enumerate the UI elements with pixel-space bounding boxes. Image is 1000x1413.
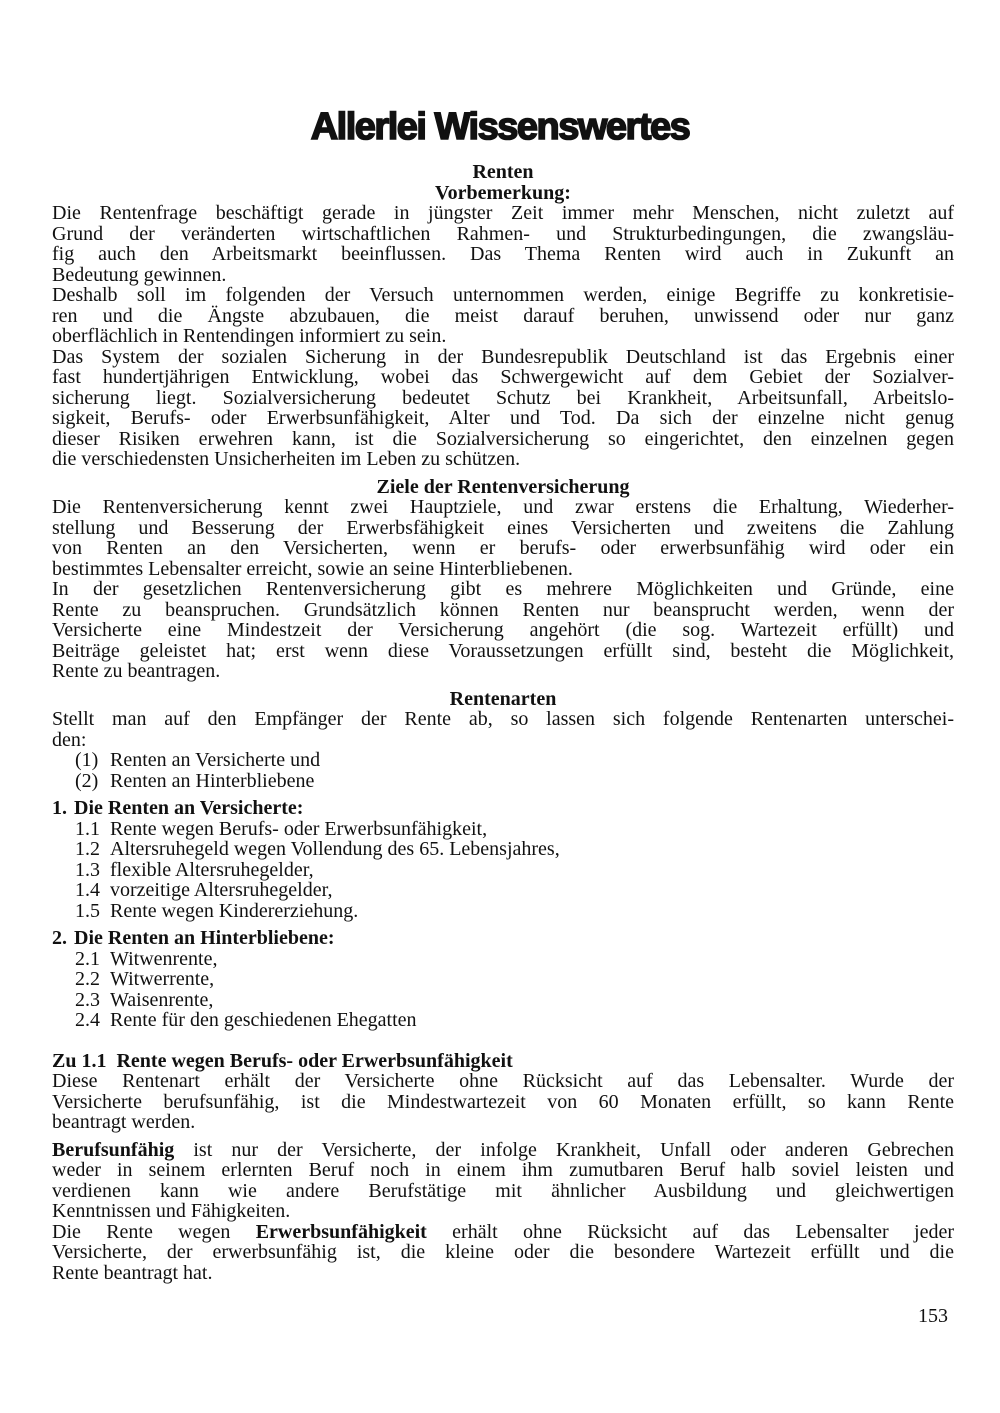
- list-item: [52, 990, 954, 1011]
- list-item: [52, 949, 954, 970]
- list-item: [52, 880, 954, 901]
- text-line: sicherung liegt. Sozialversicherung bedeutet Schutz bei Krankheit, Arbeitsunfall, Arbeitslo-: [52, 386, 954, 409]
- subsection-title: Die Renten an Hinterbliebene:: [74, 927, 335, 949]
- text-segment: ist nur der Versicherte, der infolge Krankheit, Unfall oder anderen Gebrechen: [174, 1138, 954, 1161]
- text-line: fig auch den Arbeitsmarkt beeinflussen. Das Thema Renten wird auch in Zukunft an: [52, 243, 954, 265]
- document-body: [52, 162, 954, 1283]
- text-line: beantragt werden.: [52, 1111, 196, 1133]
- text-line: Deshalb soll im folgenden der Versuch unternommen werden, einige Begriffe zu konkretisie-: [52, 284, 954, 306]
- paragraph: [52, 203, 954, 285]
- text-line: stellung und Besserung der Erwerbsfähigkeit eines Versicherten und zweitens die Zahlung: [52, 516, 954, 539]
- list-text: Rente für den geschiedenen Ehegatten: [110, 1009, 417, 1031]
- list-number: (1): [75, 749, 99, 771]
- paragraph: [52, 1140, 954, 1222]
- list-number: 2.1: [75, 947, 100, 970]
- subsection-heading: [52, 798, 954, 819]
- text-line: Rente zu beanspruchen. Grundsätzlich können Renten nur beansprucht werden, wenn der: [52, 598, 954, 621]
- text-line: weder in seinem erlernten Beruf noch in einem ihm zumutbaren Beruf halb soviel leisten und: [52, 1159, 954, 1181]
- text-line: verdienen kann wie andere Berufstätige mit ähnlicher Ausbildung und gleichwertigen: [52, 1179, 954, 1202]
- subsection-number: 2.: [52, 927, 67, 949]
- list-item: [52, 839, 954, 860]
- paragraph: [52, 709, 954, 750]
- paragraph: [52, 497, 954, 579]
- text-line: Beiträge geleistet hat; erst wenn diese Voraussetzungen erfüllt sind, besteht die Möglichkeit,: [52, 639, 954, 662]
- text-line: Diese Rentenart erhält der Versicherte ohne Rücksicht auf das Lebensalter. Wurde der: [52, 1070, 954, 1092]
- text-line: oberflächlich in Rentendingen informiert zu sein.: [52, 325, 447, 347]
- list-item: [52, 1010, 954, 1031]
- text-line: fast hundertjährigen Entwicklung, wobei das Schwergewicht auf dem Gebiet der Sozialver-: [52, 366, 954, 388]
- list-text: Waisenrente,: [110, 988, 214, 1011]
- text-line: dieser Risiken erwehren kann, ist die Sozialversicherung so eingerichtet, den einzelnen gegen: [52, 427, 954, 450]
- list-text: Witwerrente,: [110, 968, 215, 990]
- list-text: Renten an Versicherte und: [110, 749, 321, 771]
- text-line: In der gesetzlichen Rentenversicherung gibt es mehrere Möglichkeiten und Gründe, eine: [52, 578, 954, 600]
- list: [52, 949, 954, 1031]
- text-line: [52, 1140, 954, 1161]
- bold-term: Berufsunfähig: [52, 1138, 175, 1161]
- text-line: ren und die Ängste abzubauen, die meist darauf beruhen, unwissend oder nur ganz: [52, 304, 954, 327]
- list-text: Rente wegen Berufs- oder Erwerbsunfähigkeit,: [110, 817, 488, 840]
- list-number: 1.4: [75, 879, 100, 901]
- list-item: [52, 771, 954, 792]
- text-line: Versicherte, der erwerbsunfähig ist, die kleine oder die besondere Wartezeit erfüllt und die: [52, 1241, 954, 1263]
- paragraph: [52, 285, 954, 347]
- list-item: [52, 750, 954, 771]
- subsection-title: Zu 1.1 Rente wegen Berufs- oder Erwerbsunfähigkeit: [52, 1049, 513, 1072]
- list-number: 2.3: [75, 988, 100, 1011]
- text-line: Die Rentenversicherung kennt zwei Hauptziele, und zwar erstens die Erhaltung, Wiederher-: [52, 496, 954, 518]
- text-line: Kenntnissen und Fähigkeiten.: [52, 1200, 291, 1222]
- list-text: Altersruhegeld wegen Vollendung des 65. Lebensjahres,: [110, 838, 560, 860]
- list-number: 2.4: [75, 1009, 100, 1031]
- subsection-number: 1.: [52, 797, 67, 819]
- list-item: [52, 860, 954, 881]
- list-number: 1.3: [75, 858, 100, 881]
- section-heading: Ziele der Rentenversicherung: [376, 475, 630, 498]
- text-line: bestimmtes Lebensalter erreicht, sowie an seine Hinterbliebenen.: [52, 557, 573, 580]
- page-title: Allerlei Wissenswertes: [310, 106, 690, 148]
- list-text: Witwenrente,: [110, 947, 218, 970]
- text-line: sigkeit, Berufs- oder Erwerbsunfähigkeit, Alter und Tod. Da sich der einzelne nicht genug: [52, 407, 954, 429]
- text-segment: erhält ohne Rücksicht auf das Lebensalter jeder: [426, 1220, 954, 1243]
- subsection-heading: [52, 1051, 954, 1072]
- text-segment: Die Rente wegen: [52, 1220, 256, 1243]
- list-text: flexible Altersruhegelder,: [110, 858, 314, 881]
- list-number: 1.2: [75, 838, 100, 860]
- text-line: Das System der sozialen Sicherung in der Bundesrepublik Deutschland ist das Ergebnis einer: [52, 345, 954, 368]
- text-line: den:: [52, 728, 87, 751]
- list-number: (2): [75, 769, 99, 792]
- list-number: 1.1: [75, 817, 100, 840]
- text-line: von Renten an den Versicherten, wenn er berufs- oder erwerbsunfähig wird oder ein: [52, 537, 954, 559]
- text-line: Bedeutung gewinnen.: [52, 263, 227, 286]
- page-number: 153: [918, 1305, 948, 1327]
- list-item: [52, 901, 954, 922]
- text-line: Stellt man auf den Empfänger der Rente ab, so lassen sich folgende Rentenarten unterschei-: [52, 708, 954, 730]
- text-line: Versicherte eine Mindestzeit der Versicherung angehört (die sog. Wartezeit erfüllt) und: [52, 619, 954, 641]
- text-line: Versicherte berufsunfähig, ist die Mindestwartezeit von 60 Monaten erfüllt, so kann Rente: [52, 1090, 954, 1113]
- text-line: Rente beantragt hat.: [52, 1261, 213, 1284]
- text-line: Die Rentenfrage beschäftigt gerade in jüngster Zeit immer mehr Menschen, nicht zuletzt auf: [52, 202, 954, 224]
- text-line: die verschiedensten Unsicherheiten im Leben zu schützen.: [52, 448, 521, 470]
- list-number: 2.2: [75, 968, 100, 990]
- list-number: 1.5: [75, 899, 100, 922]
- paragraph: [52, 347, 954, 470]
- section-heading: Renten: [472, 161, 534, 183]
- list-text: Renten an Hinterbliebene: [110, 769, 315, 792]
- list-text: vorzeitige Altersruhegelder,: [110, 879, 333, 901]
- subsection-title: Die Renten an Versicherte:: [74, 797, 304, 819]
- list-item: [52, 969, 954, 990]
- bold-term: Erwerbsunfähigkeit: [255, 1220, 427, 1243]
- text-line: [52, 1222, 954, 1243]
- text-line: Rente zu beantragen.: [52, 660, 221, 682]
- text-line: Grund der veränderten wirtschaftlichen Rahmen- und Strukturbedingungen, die zwangsläu-: [52, 222, 954, 245]
- list: [52, 819, 954, 922]
- list-text: Rente wegen Kindererziehung.: [110, 899, 359, 922]
- section-heading: Vorbemerkung:: [435, 181, 571, 204]
- paragraph: [52, 1222, 954, 1284]
- subsection-heading: [52, 928, 954, 949]
- paragraph: [52, 1071, 954, 1133]
- list-item: [52, 819, 954, 840]
- list: [52, 750, 954, 791]
- section-heading: Rentenarten: [449, 687, 557, 710]
- paragraph: [52, 579, 954, 682]
